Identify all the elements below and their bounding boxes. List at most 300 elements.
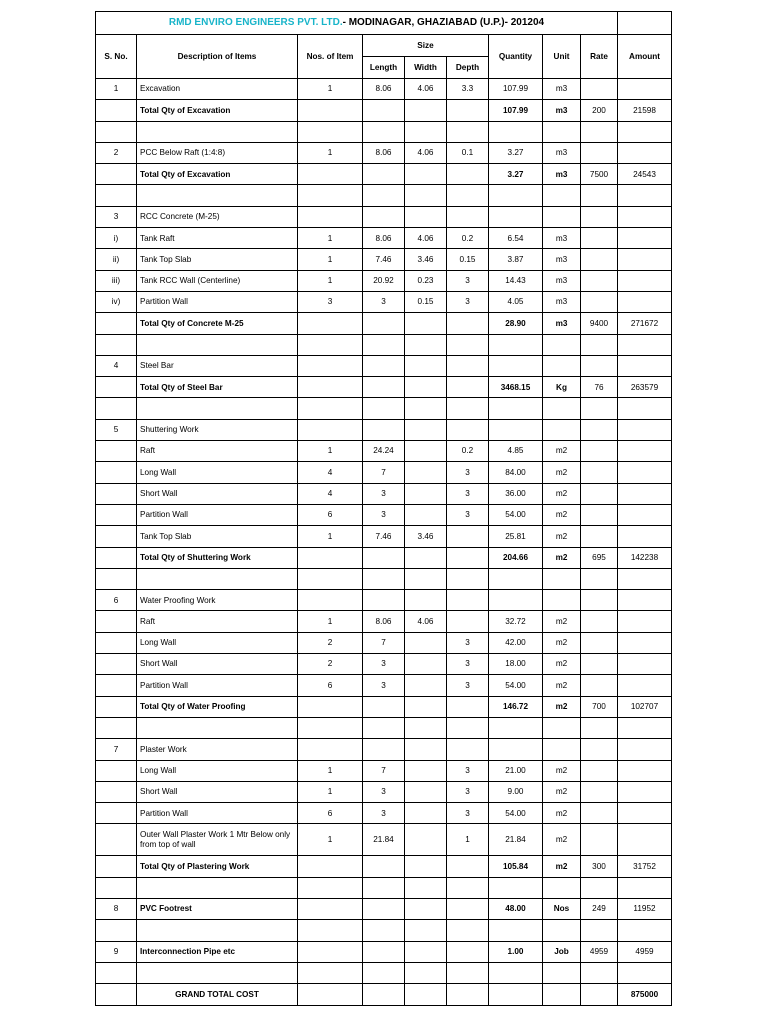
cell-amount <box>618 419 672 440</box>
cell-amount <box>618 717 672 738</box>
cell-unit: m2 <box>543 824 581 856</box>
cell-amount <box>618 611 672 632</box>
cell-length <box>363 206 405 227</box>
col-header-size: Size <box>363 35 489 57</box>
cell-rate <box>581 611 618 632</box>
cell-sno <box>96 824 137 856</box>
cell-sno: 8 <box>96 898 137 919</box>
estimate-table <box>95 11 672 1006</box>
col-header-rate: Rate <box>581 35 618 79</box>
cell-rate <box>581 920 618 941</box>
cell-sno: i) <box>96 228 137 249</box>
grand-total-sno-cell <box>96 984 137 1006</box>
cell-amount <box>618 781 672 802</box>
cell-unit <box>543 206 581 227</box>
cell-quantity: 21.00 <box>489 760 543 781</box>
cell-quantity <box>489 739 543 760</box>
cell-amount <box>618 185 672 206</box>
cell-rate <box>581 803 618 824</box>
cell-description <box>137 717 298 738</box>
cell-description: Water Proofing Work <box>137 590 298 611</box>
cell-sno <box>96 377 137 398</box>
cell-unit <box>543 355 581 376</box>
cell-unit: m2 <box>543 675 581 696</box>
cell-sno: 7 <box>96 739 137 760</box>
cell-nos <box>298 121 363 142</box>
cell-width <box>405 941 447 962</box>
cell-unit: Job <box>543 941 581 962</box>
cell-quantity <box>489 185 543 206</box>
cell-rate: 7500 <box>581 164 618 185</box>
cell-depth <box>447 164 489 185</box>
cell-unit <box>543 920 581 941</box>
cell-unit: m2 <box>543 526 581 547</box>
cell-length <box>363 121 405 142</box>
cell-length <box>363 398 405 419</box>
cell-sno <box>96 504 137 525</box>
cell-depth: 3 <box>447 483 489 504</box>
cell-unit <box>543 962 581 983</box>
cell-quantity <box>489 877 543 898</box>
cell-width <box>405 824 447 856</box>
cell-unit: m3 <box>543 228 581 249</box>
cell-nos: 6 <box>298 803 363 824</box>
cell-depth: 0.2 <box>447 228 489 249</box>
cell-sno <box>96 441 137 462</box>
total-row <box>96 898 672 919</box>
cell-rate <box>581 504 618 525</box>
cell-width <box>405 441 447 462</box>
cell-width <box>405 483 447 504</box>
cell-rate <box>581 334 618 355</box>
cell-width <box>405 590 447 611</box>
cell-quantity: 54.00 <box>489 504 543 525</box>
cell-rate: 9400 <box>581 313 618 334</box>
cell-length: 7 <box>363 462 405 483</box>
cell-width: 3.46 <box>405 249 447 270</box>
cell-sno <box>96 526 137 547</box>
grand-total-amount: 875000 <box>618 984 672 1006</box>
cell-width: 0.23 <box>405 270 447 291</box>
cell-rate <box>581 760 618 781</box>
cell-nos <box>298 164 363 185</box>
cell-description: Total Qty of Excavation <box>137 164 298 185</box>
cell-depth: 3 <box>447 632 489 653</box>
cell-nos <box>298 898 363 919</box>
cell-depth: 3 <box>447 654 489 675</box>
cell-amount: 271672 <box>618 313 672 334</box>
cell-unit <box>543 590 581 611</box>
cell-depth <box>447 313 489 334</box>
cell-depth <box>447 941 489 962</box>
cell-depth <box>447 920 489 941</box>
cell-sno: iii) <box>96 270 137 291</box>
cell-nos: 1 <box>298 228 363 249</box>
cell-length: 3 <box>363 291 405 312</box>
cell-length: 7.46 <box>363 249 405 270</box>
cell-quantity <box>489 568 543 589</box>
cell-quantity <box>489 398 543 419</box>
cell-sno <box>96 398 137 419</box>
cell-unit <box>543 717 581 738</box>
cell-sno <box>96 164 137 185</box>
cell-length <box>363 856 405 877</box>
cell-width: 3.46 <box>405 526 447 547</box>
cell-unit: m3 <box>543 270 581 291</box>
cell-width <box>405 547 447 568</box>
cell-nos: 1 <box>298 760 363 781</box>
cell-length <box>363 739 405 760</box>
cell-sno <box>96 717 137 738</box>
cell-description: Shuttering Work <box>137 419 298 440</box>
cell-amount <box>618 877 672 898</box>
cell-unit <box>543 419 581 440</box>
cell-depth <box>447 100 489 121</box>
cell-sno: 3 <box>96 206 137 227</box>
cell-unit: m2 <box>543 856 581 877</box>
cell-description: Tank Top Slab <box>137 249 298 270</box>
cell-depth: 3 <box>447 760 489 781</box>
company-title <box>96 12 618 35</box>
cell-width <box>405 962 447 983</box>
table-row <box>96 760 672 781</box>
cell-width <box>405 632 447 653</box>
cell-depth: 3 <box>447 462 489 483</box>
cell-sno <box>96 696 137 717</box>
cell-description: Partition Wall <box>137 803 298 824</box>
cell-rate <box>581 526 618 547</box>
cell-length <box>363 877 405 898</box>
cell-quantity: 9.00 <box>489 781 543 802</box>
cell-depth <box>447 355 489 376</box>
grand-total-empty-cell <box>447 984 489 1006</box>
cell-amount <box>618 675 672 696</box>
cell-depth <box>447 526 489 547</box>
cell-quantity <box>489 590 543 611</box>
cell-unit: m2 <box>543 462 581 483</box>
cell-description: Total Qty of Concrete M-25 <box>137 313 298 334</box>
cell-nos <box>298 739 363 760</box>
cell-length: 20.92 <box>363 270 405 291</box>
cell-unit <box>543 877 581 898</box>
cell-amount <box>618 962 672 983</box>
blank-row <box>96 398 672 419</box>
cell-quantity: 6.54 <box>489 228 543 249</box>
cell-quantity: 21.84 <box>489 824 543 856</box>
cell-description <box>137 121 298 142</box>
cell-quantity: 3.87 <box>489 249 543 270</box>
cell-length: 7 <box>363 632 405 653</box>
table-row <box>96 632 672 653</box>
cell-depth <box>447 121 489 142</box>
cell-nos: 1 <box>298 142 363 163</box>
cell-length <box>363 941 405 962</box>
table-row <box>96 79 672 100</box>
cell-width <box>405 717 447 738</box>
cell-amount <box>618 504 672 525</box>
cell-description: PCC Below Raft (1:4:8) <box>137 142 298 163</box>
cell-rate: 700 <box>581 696 618 717</box>
cell-description: Total Qty of Water Proofing <box>137 696 298 717</box>
cell-nos <box>298 877 363 898</box>
cell-description <box>137 568 298 589</box>
cell-length <box>363 185 405 206</box>
cell-description: Interconnection Pipe etc <box>137 941 298 962</box>
cell-sno: 1 <box>96 79 137 100</box>
cell-nos <box>298 547 363 568</box>
col-header-nos: Nos. of Item <box>298 35 363 79</box>
cell-rate <box>581 270 618 291</box>
cell-rate <box>581 142 618 163</box>
cell-description: Plaster Work <box>137 739 298 760</box>
cell-quantity <box>489 419 543 440</box>
cell-amount <box>618 568 672 589</box>
cell-sno <box>96 483 137 504</box>
cell-description: Partition Wall <box>137 291 298 312</box>
cell-amount: 21598 <box>618 100 672 121</box>
cell-quantity: 204.66 <box>489 547 543 568</box>
cell-rate <box>581 206 618 227</box>
cell-nos: 1 <box>298 249 363 270</box>
table-row <box>96 611 672 632</box>
cell-length <box>363 962 405 983</box>
cell-width <box>405 654 447 675</box>
cell-unit: m2 <box>543 803 581 824</box>
table-row <box>96 654 672 675</box>
cell-unit: m2 <box>543 441 581 462</box>
table-row <box>96 291 672 312</box>
cell-description: Long Wall <box>137 760 298 781</box>
blank-row <box>96 717 672 738</box>
cell-sno <box>96 632 137 653</box>
cell-quantity <box>489 962 543 983</box>
cell-depth: 3 <box>447 270 489 291</box>
cell-unit: m3 <box>543 313 581 334</box>
cell-rate: 4959 <box>581 941 618 962</box>
cell-unit: m3 <box>543 249 581 270</box>
col-header-quantity: Quantity <box>489 35 543 79</box>
cell-width <box>405 803 447 824</box>
cell-depth <box>447 377 489 398</box>
cell-depth <box>447 590 489 611</box>
cell-depth: 3 <box>447 504 489 525</box>
cell-width <box>405 313 447 334</box>
grand-total-empty-cell <box>405 984 447 1006</box>
cell-width <box>405 419 447 440</box>
cell-width <box>405 920 447 941</box>
cell-rate <box>581 877 618 898</box>
cell-rate: 200 <box>581 100 618 121</box>
cell-length <box>363 696 405 717</box>
cell-sno <box>96 962 137 983</box>
cell-amount <box>618 142 672 163</box>
cell-sno: 2 <box>96 142 137 163</box>
company-name: RMD ENVIRO ENGINEERS PVT. LTD. <box>168 17 343 29</box>
cell-amount <box>618 398 672 419</box>
cell-depth <box>447 898 489 919</box>
cell-quantity: 25.81 <box>489 526 543 547</box>
cell-rate: 76 <box>581 377 618 398</box>
cell-sno <box>96 547 137 568</box>
table-row <box>96 228 672 249</box>
cell-unit: m2 <box>543 632 581 653</box>
cell-unit: m2 <box>543 504 581 525</box>
cell-sno: ii) <box>96 249 137 270</box>
cell-nos: 2 <box>298 632 363 653</box>
cell-nos <box>298 717 363 738</box>
cell-depth <box>447 334 489 355</box>
table-body <box>96 79 672 984</box>
cell-length: 7.46 <box>363 526 405 547</box>
cell-depth <box>447 398 489 419</box>
cell-description: Short Wall <box>137 654 298 675</box>
cell-nos: 1 <box>298 79 363 100</box>
cell-description: Excavation <box>137 79 298 100</box>
cell-description: Long Wall <box>137 462 298 483</box>
cell-unit: m2 <box>543 781 581 802</box>
cell-quantity: 107.99 <box>489 100 543 121</box>
grand-total-empty-cell <box>363 984 405 1006</box>
cell-quantity: 48.00 <box>489 898 543 919</box>
cell-nos: 6 <box>298 504 363 525</box>
cell-sno: 4 <box>96 355 137 376</box>
cell-depth <box>447 568 489 589</box>
cell-nos <box>298 590 363 611</box>
cell-length <box>363 164 405 185</box>
cell-depth: 3 <box>447 675 489 696</box>
cell-width <box>405 121 447 142</box>
cell-depth <box>447 419 489 440</box>
cell-unit: m2 <box>543 611 581 632</box>
cell-nos <box>298 377 363 398</box>
total-row <box>96 313 672 334</box>
cell-rate <box>581 185 618 206</box>
cell-description: Raft <box>137 611 298 632</box>
grand-total-empty-cell <box>298 984 363 1006</box>
cell-unit <box>543 185 581 206</box>
grand-total-empty-cell <box>581 984 618 1006</box>
cell-width <box>405 696 447 717</box>
cell-description: RCC Concrete (M-25) <box>137 206 298 227</box>
col-header-width: Width <box>405 57 447 79</box>
cell-description: Tank RCC Wall (Centerline) <box>137 270 298 291</box>
cell-unit <box>543 739 581 760</box>
cell-depth <box>447 856 489 877</box>
cell-unit: m3 <box>543 291 581 312</box>
cell-amount <box>618 654 672 675</box>
table-row <box>96 781 672 802</box>
cell-quantity <box>489 355 543 376</box>
cell-width <box>405 355 447 376</box>
cell-sno <box>96 877 137 898</box>
cell-quantity <box>489 121 543 142</box>
cell-unit: m2 <box>543 483 581 504</box>
cell-sno <box>96 856 137 877</box>
company-location: - MODINAGAR, GHAZIABAD (U.P.)- 201204 <box>342 17 545 29</box>
cell-length: 3 <box>363 504 405 525</box>
cell-length: 3 <box>363 803 405 824</box>
cell-description: Total Qty of Plastering Work <box>137 856 298 877</box>
cell-sno: 6 <box>96 590 137 611</box>
cell-depth: 3.3 <box>447 79 489 100</box>
table-row <box>96 803 672 824</box>
cell-description: Partition Wall <box>137 675 298 696</box>
cell-amount <box>618 483 672 504</box>
cell-sno <box>96 313 137 334</box>
cell-unit: m2 <box>543 547 581 568</box>
cell-amount <box>618 824 672 856</box>
cell-sno <box>96 121 137 142</box>
cell-nos: 1 <box>298 824 363 856</box>
table-row <box>96 675 672 696</box>
cell-length <box>363 590 405 611</box>
cell-description: Total Qty of Shuttering Work <box>137 547 298 568</box>
cell-rate <box>581 675 618 696</box>
cell-amount: 102707 <box>618 696 672 717</box>
cell-rate <box>581 568 618 589</box>
cell-amount <box>618 920 672 941</box>
cell-description: Short Wall <box>137 781 298 802</box>
cell-sno: iv) <box>96 291 137 312</box>
cell-sno: 9 <box>96 941 137 962</box>
cell-description <box>137 920 298 941</box>
cell-sno <box>96 334 137 355</box>
cell-length: 8.06 <box>363 79 405 100</box>
cell-length <box>363 313 405 334</box>
table-row <box>96 206 672 227</box>
cell-quantity: 3.27 <box>489 164 543 185</box>
cell-nos <box>298 856 363 877</box>
cell-nos: 4 <box>298 462 363 483</box>
total-row <box>96 547 672 568</box>
cell-rate <box>581 962 618 983</box>
cell-width: 0.15 <box>405 291 447 312</box>
cell-unit: m2 <box>543 696 581 717</box>
cell-sno <box>96 675 137 696</box>
cell-amount <box>618 228 672 249</box>
table-row <box>96 526 672 547</box>
cell-sno <box>96 760 137 781</box>
table-row <box>96 483 672 504</box>
cell-unit: Kg <box>543 377 581 398</box>
cell-width <box>405 877 447 898</box>
cell-width <box>405 100 447 121</box>
total-row <box>96 696 672 717</box>
cell-length <box>363 377 405 398</box>
col-header-amount: Amount <box>618 35 672 79</box>
cell-length: 3 <box>363 781 405 802</box>
header-row-1 <box>96 35 672 57</box>
table-row <box>96 739 672 760</box>
cell-width <box>405 856 447 877</box>
cell-sno <box>96 462 137 483</box>
cell-amount <box>618 291 672 312</box>
cell-amount <box>618 590 672 611</box>
cell-width <box>405 781 447 802</box>
table-row <box>96 142 672 163</box>
cell-quantity: 54.00 <box>489 803 543 824</box>
cell-length <box>363 334 405 355</box>
cell-amount <box>618 121 672 142</box>
cell-amount <box>618 441 672 462</box>
cell-width <box>405 898 447 919</box>
cell-rate <box>581 355 618 376</box>
cell-length: 3 <box>363 675 405 696</box>
cell-unit: m3 <box>543 142 581 163</box>
cell-depth: 0.1 <box>447 142 489 163</box>
grand-total-label: GRAND TOTAL COST <box>137 984 298 1006</box>
cell-amount <box>618 206 672 227</box>
